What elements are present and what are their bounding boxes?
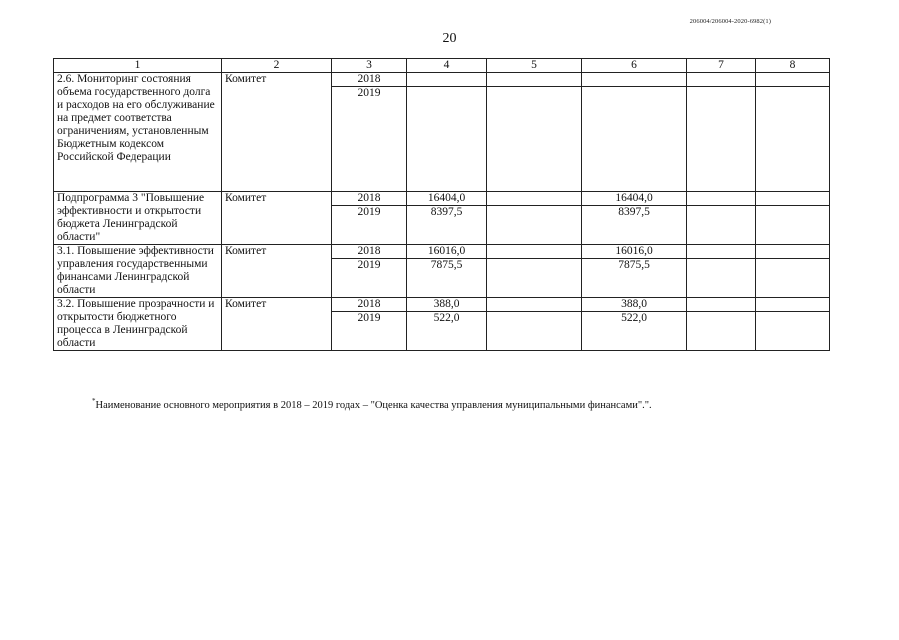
year-cell: 2019	[332, 206, 407, 245]
budget-table	[53, 58, 830, 351]
year-cell: 2018	[332, 192, 407, 206]
column-header: 5	[487, 59, 582, 73]
value-cell: 522,0	[582, 312, 687, 351]
value-cell: 7875,5	[582, 259, 687, 298]
value-cell: 16404,0	[407, 192, 487, 206]
value-cell	[407, 87, 487, 192]
column-header: 6	[582, 59, 687, 73]
year-cell: 2018	[332, 298, 407, 312]
table-header-row	[54, 59, 830, 73]
value-cell	[687, 192, 756, 206]
year-cell: 2018	[332, 245, 407, 259]
column-header: 7	[687, 59, 756, 73]
value-cell	[687, 245, 756, 259]
value-cell	[756, 206, 830, 245]
value-cell	[756, 312, 830, 351]
executor-cell: Комитет	[222, 245, 332, 298]
value-cell	[687, 206, 756, 245]
footnote-text: Наименование основного мероприятия в 2018 – 2019 годах – "Оценка качества управления муниципальными финансами".".	[95, 400, 652, 411]
column-header: 4	[407, 59, 487, 73]
value-cell	[687, 87, 756, 192]
footnote	[92, 397, 652, 411]
activity-name: 3.2. Повышение прозрачности и открытости бюджетного процесса в Ленинградской области	[54, 298, 222, 351]
year-cell: 2019	[332, 312, 407, 351]
executor-cell: Комитет	[222, 73, 332, 192]
year-cell: 2019	[332, 259, 407, 298]
activity-name: Подпрограмма 3 "Повышение эффективности и открытости бюджета Ленинградской области"	[54, 192, 222, 245]
value-cell	[487, 192, 582, 206]
executor-cell: Комитет	[222, 192, 332, 245]
value-cell: 8397,5	[582, 206, 687, 245]
value-cell	[487, 298, 582, 312]
year-cell: 2019	[332, 87, 407, 192]
year-cell: 2018	[332, 73, 407, 87]
value-cell: 7875,5	[407, 259, 487, 298]
value-cell	[582, 73, 687, 87]
footnote-mark: *	[92, 397, 96, 405]
value-cell	[687, 298, 756, 312]
value-cell	[407, 73, 487, 87]
value-cell: 16404,0	[582, 192, 687, 206]
document-id: 206004/206004-2020-6982(1)	[689, 18, 771, 25]
executor-cell: Комитет	[222, 298, 332, 351]
value-cell	[756, 192, 830, 206]
activity-name: 3.1. Повышение эффективности управления государственными финансами Ленинградской области	[54, 245, 222, 298]
activity-name: 2.6. Мониторинг состояния объема государственного долга и расходов на его обслуживание на предмет соответства ограничениям, установленным Бюджетным кодексом Российской Федерации	[54, 73, 222, 192]
value-cell	[487, 312, 582, 351]
value-cell: 8397,5	[407, 206, 487, 245]
table-row	[54, 298, 830, 312]
column-header: 3	[332, 59, 407, 73]
value-cell	[487, 245, 582, 259]
value-cell	[756, 259, 830, 298]
value-cell	[756, 87, 830, 192]
table-row	[54, 73, 830, 87]
value-cell	[687, 259, 756, 298]
column-header: 1	[54, 59, 222, 73]
value-cell: 388,0	[407, 298, 487, 312]
table-row	[54, 245, 830, 259]
value-cell	[756, 245, 830, 259]
value-cell	[756, 298, 830, 312]
column-header: 8	[756, 59, 830, 73]
page-number: 20	[442, 31, 457, 46]
value-cell: 522,0	[407, 312, 487, 351]
value-cell	[687, 312, 756, 351]
value-cell	[487, 206, 582, 245]
value-cell	[487, 87, 582, 192]
value-cell	[582, 87, 687, 192]
value-cell	[687, 73, 756, 87]
value-cell: 388,0	[582, 298, 687, 312]
column-header: 2	[222, 59, 332, 73]
value-cell	[756, 73, 830, 87]
value-cell	[487, 259, 582, 298]
value-cell: 16016,0	[407, 245, 487, 259]
table-row	[54, 192, 830, 206]
value-cell: 16016,0	[582, 245, 687, 259]
value-cell	[487, 73, 582, 87]
